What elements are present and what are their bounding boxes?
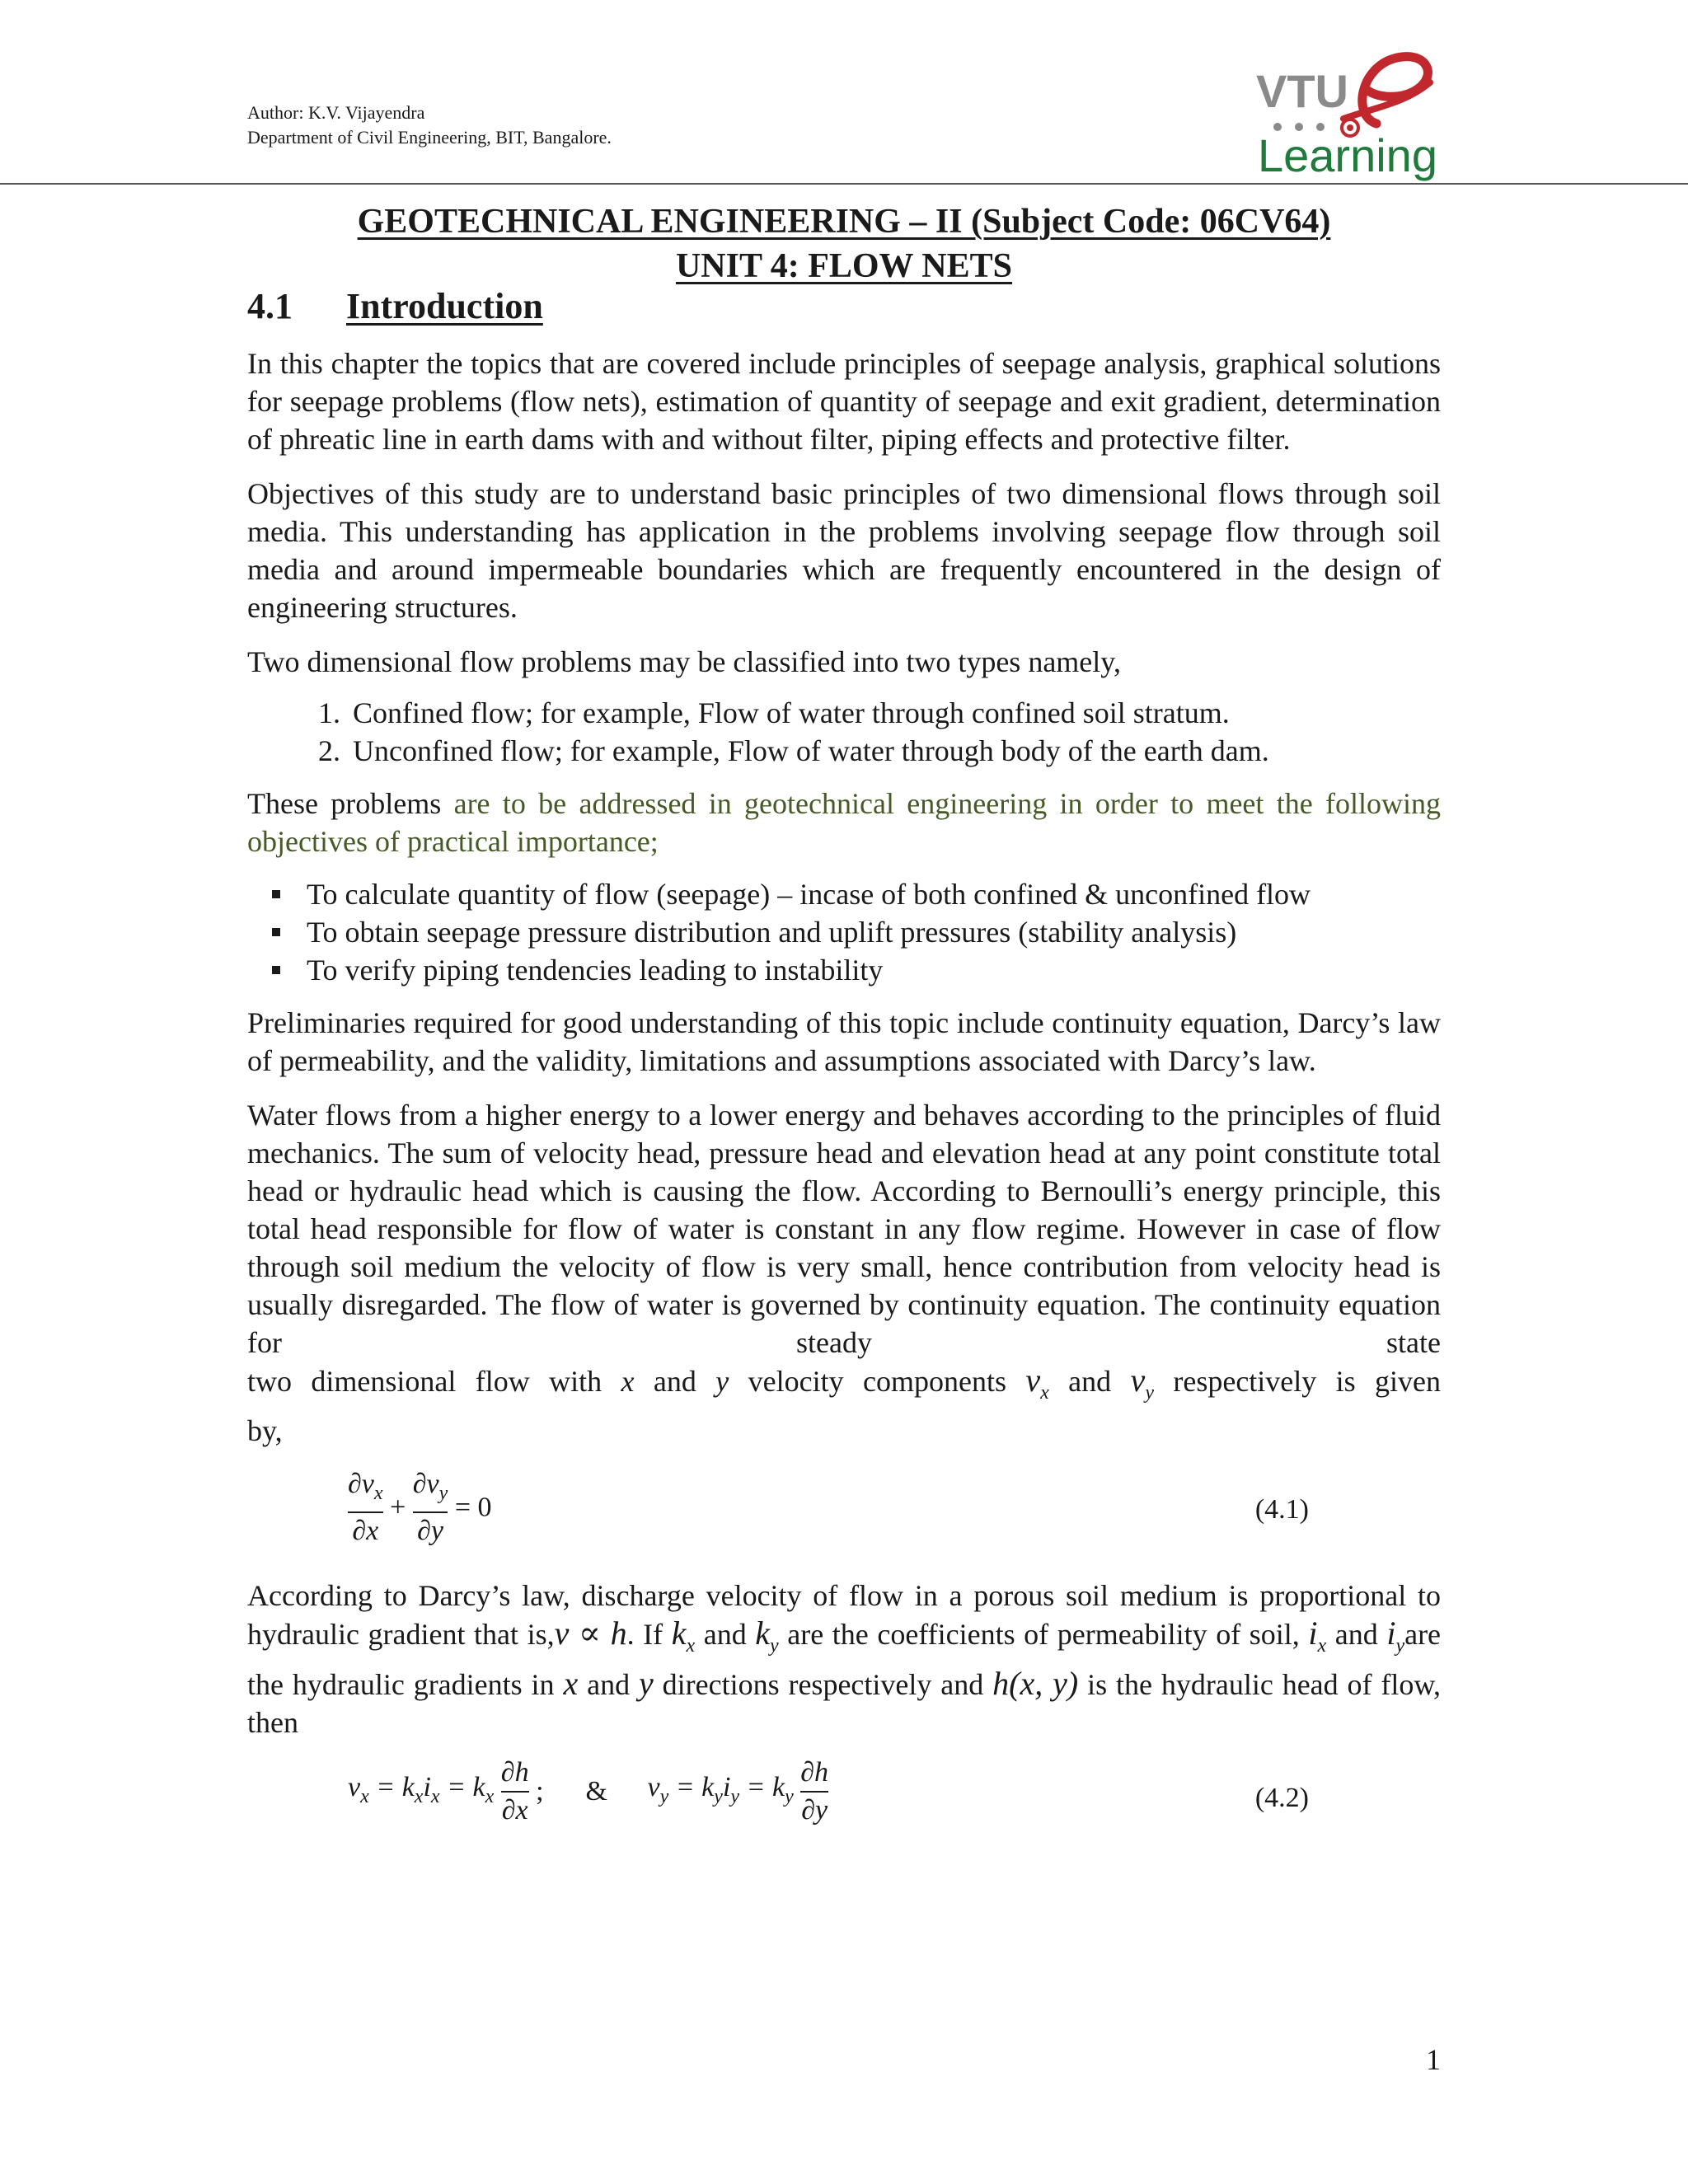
logo-learning-text: Learning (1258, 129, 1437, 181)
paragraph-by: by, (247, 1414, 283, 1447)
equation-number: (4.2) (1254, 1783, 1309, 1813)
body-content (247, 344, 1441, 1865)
equation-number: (4.1) (1254, 1494, 1309, 1525)
paragraph-preliminaries: Preliminaries required for good understanding of this topic include continuity equation, Darcy’s law of permeability, and the validity, limitations and assumptions associated with Darcy’s law. (247, 1006, 1441, 1077)
header-author-block (247, 101, 612, 150)
equation-4-1: $\frac{\partial v_x}{\partial x}$ + $\frac{\partial v_y}{\partial y}$ = 0 (4.1) (247, 1466, 1441, 1557)
paragraph-intro: In this chapter the topics that are covered include principles of seepage analysis, graphical solutions for seepage problems (flow nets), estimation of quantity of seepage and exit gradient, determination of phreatic line in earth dams with and without filter, piping effects and protective filter. (247, 347, 1441, 456)
paragraph-problems (247, 785, 1441, 860)
symbol-vx: $v_x$ (1025, 1361, 1049, 1404)
fraction-dvy-dy: $\frac{\partial v_y}{\partial y}$ (413, 1466, 448, 1549)
list-item: To obtain seepage pressure distribution and uplift pressures (stability analysis) (307, 913, 1441, 951)
document-title (247, 199, 1441, 288)
logo-vtu-text: VTU (1256, 65, 1348, 117)
author-line: Author: K.V. Vijayendra (247, 102, 425, 123)
department-line: Department of Civil Engineering, BIT, Bangalore. (247, 127, 612, 148)
flow-types-list (247, 694, 1441, 770)
symbol-vy: $v_y$ (1130, 1361, 1154, 1404)
equation-4-2: $v_x = k_xi_x = k_x$ $\frac{\partial h}{\partial x}$ ; & $v_y = k_yi_y = k_y$ $\frac{\partial h}{\partial y}$ (4.2) (247, 1755, 1441, 1845)
list-item: To verify piping tendencies leading to instability (307, 951, 1441, 989)
fraction-dh-dy: $\frac{\partial h}{\partial y}$ (800, 1755, 828, 1829)
fraction-dvx-dx: $\frac{\partial v_x}{\partial x}$ (348, 1466, 383, 1549)
paragraph-water-flow-last-line: two dimensional flow with x and y velocity components $v_x$ and $v_y$ respectively is given (247, 1361, 1442, 1404)
section-title: Introduction (346, 286, 543, 326)
problems-highlight-text: are to be addressed in geotechnical engineering in order to meet the following objectives of practical importance; (247, 787, 1442, 858)
section-number: 4.1 (247, 286, 293, 326)
objectives-list (247, 875, 1441, 989)
problems-lead-text: These problems (247, 787, 442, 820)
header-rule (0, 183, 1688, 185)
fraction-dh-dx: $\frac{\partial h}{\partial x}$ (501, 1755, 529, 1829)
paragraph-classification: Two dimensional flow problems may be classified into two types namely, (247, 645, 1121, 678)
paragraph-darcy: According to Darcy’s law, discharge velocity of flow in a porous soil medium is proportional to hydraulic gradient that is,v ∝ h. If $k_x$ and $k_y$ are the coefficients of permeability of soil, $i_x$ and $i_yare$ the hydraulic gradients in x and y directions respectively and h(x, y) is the hydraulic head of flow, then (247, 1579, 1442, 1739)
section-heading (247, 285, 543, 327)
paragraph-objectives: Objectives of this study are to understand basic principles of two dimensional flows through soil media. This understanding has application in the problems involving seepage flow through soil media and around impermeable boundaries which are frequently encountered in the design of engineering structures. (247, 477, 1441, 624)
page-number: 1 (1426, 2043, 1441, 2076)
list-item: To calculate quantity of flow (seepage) – incase of both confined & unconfined flow (307, 875, 1441, 913)
vtu-elearning-logo (1253, 33, 1451, 181)
title-line-2: UNIT 4: FLOW NETS (675, 247, 1013, 285)
list-item: 1. Confined flow; for example, Flow of water through confined soil stratum. (348, 694, 1441, 732)
title-line-1: GEOTECHNICAL ENGINEERING – II (Subject Code: 06CV64) (357, 203, 1331, 241)
paragraph-water-flow: Water flows from a higher energy to a lower energy and behaves according to the principles of fluid mechanics. The sum of velocity head, pressure head and elevation head at any point constitute total head or hydraulic head which is causing the flow. According to Bernoulli’s energy principle, this total head responsible for flow of water is constant in any flow regime. However in case of flow through soil medium the velocity of flow is very small, hence contribution from velocity head is usually disregarded. The flow of water is governed by continuity equation. The continuity equation for steady state (247, 1099, 1441, 1359)
list-item: 2. Unconfined flow; for example, Flow of water through body of the earth dam. (348, 732, 1441, 770)
